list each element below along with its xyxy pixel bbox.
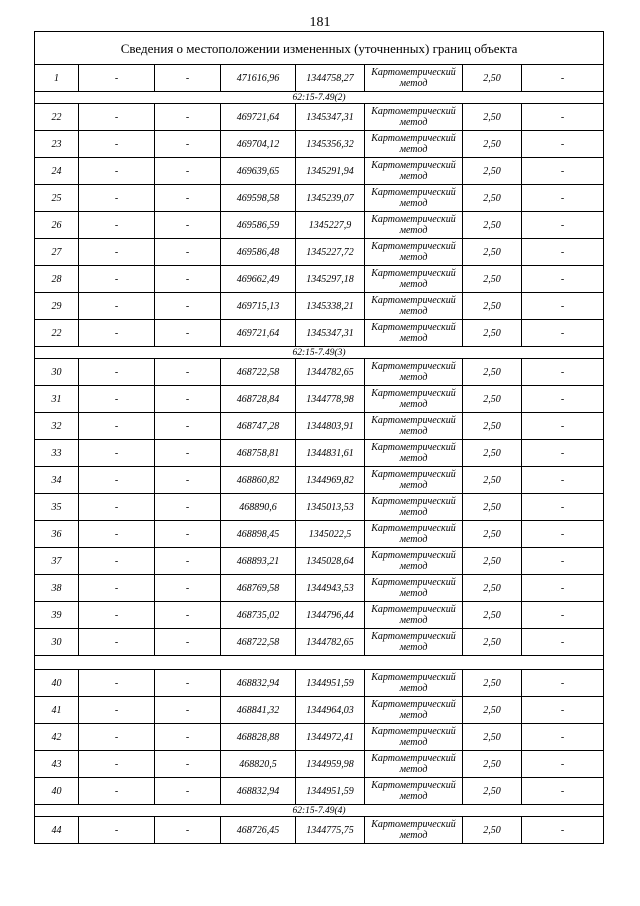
method-cell: Картометрический метод — [365, 185, 463, 212]
y-new-cell: 1345239,07 — [296, 185, 365, 212]
accuracy-cell: 2,50 — [463, 724, 522, 751]
accuracy-cell: 2,50 — [463, 440, 522, 467]
point-number-cell: 28 — [35, 266, 79, 293]
y-new-cell: 1345291,94 — [296, 158, 365, 185]
method-cell: Картометрический метод — [365, 751, 463, 778]
accuracy-cell: 2,50 — [463, 494, 522, 521]
x-old-cell: - — [79, 440, 155, 467]
method-cell: Картометрический метод — [365, 724, 463, 751]
y-old-cell: - — [155, 575, 221, 602]
x-old-cell: - — [79, 602, 155, 629]
y-new-cell: 1345013,53 — [296, 494, 365, 521]
point-number-cell: 38 — [35, 575, 79, 602]
point-number-cell: 41 — [35, 697, 79, 724]
section-label: 62:15-7.49(2) — [35, 92, 604, 104]
table-row — [35, 817, 604, 844]
description-cell: - — [522, 413, 604, 440]
y-new-cell: 1345022,5 — [296, 521, 365, 548]
description-cell: - — [522, 386, 604, 413]
accuracy-cell: 2,50 — [463, 817, 522, 844]
description-cell: - — [522, 697, 604, 724]
method-cell: Картометрический метод — [365, 494, 463, 521]
x-new-cell: 469662,49 — [221, 266, 296, 293]
description-cell: - — [522, 65, 604, 92]
y-old-cell: - — [155, 817, 221, 844]
accuracy-cell: 2,50 — [463, 629, 522, 656]
table-row — [35, 266, 604, 293]
y-new-cell: 1345297,18 — [296, 266, 365, 293]
y-new-cell: 1345227,72 — [296, 239, 365, 266]
description-cell: - — [522, 670, 604, 697]
point-number-cell: 22 — [35, 320, 79, 347]
table-row — [35, 724, 604, 751]
accuracy-cell: 2,50 — [463, 778, 522, 805]
method-cell: Картометрический метод — [365, 602, 463, 629]
accuracy-cell: 2,50 — [463, 185, 522, 212]
table-title-row — [35, 32, 604, 65]
method-cell: Картометрический метод — [365, 293, 463, 320]
x-old-cell: - — [79, 131, 155, 158]
method-cell: Картометрический метод — [365, 212, 463, 239]
y-new-cell: 1344758,27 — [296, 65, 365, 92]
description-cell: - — [522, 817, 604, 844]
description-cell: - — [522, 131, 604, 158]
y-old-cell: - — [155, 131, 221, 158]
x-old-cell: - — [79, 266, 155, 293]
accuracy-cell: 2,50 — [463, 158, 522, 185]
x-new-cell: 469586,48 — [221, 239, 296, 266]
method-cell: Картометрический метод — [365, 413, 463, 440]
table-row — [35, 629, 604, 656]
x-old-cell: - — [79, 185, 155, 212]
table-row — [35, 440, 604, 467]
y-old-cell: - — [155, 521, 221, 548]
accuracy-cell: 2,50 — [463, 104, 522, 131]
point-number-cell: 34 — [35, 467, 79, 494]
method-cell: Картометрический метод — [365, 670, 463, 697]
accuracy-cell: 2,50 — [463, 359, 522, 386]
description-cell: - — [522, 266, 604, 293]
x-new-cell: 468722,58 — [221, 629, 296, 656]
point-number-cell: 25 — [35, 185, 79, 212]
table-row — [35, 548, 604, 575]
y-old-cell: - — [155, 751, 221, 778]
method-cell: Картометрический метод — [365, 158, 463, 185]
table-row — [35, 131, 604, 158]
y-old-cell: - — [155, 320, 221, 347]
page-number: 181 — [309, 15, 331, 30]
x-old-cell: - — [79, 548, 155, 575]
x-new-cell: 468728,84 — [221, 386, 296, 413]
section-header-row — [35, 656, 604, 670]
y-old-cell: - — [155, 212, 221, 239]
x-new-cell: 469721,64 — [221, 320, 296, 347]
table-row — [35, 602, 604, 629]
accuracy-cell: 2,50 — [463, 413, 522, 440]
y-old-cell: - — [155, 158, 221, 185]
x-old-cell: - — [79, 629, 155, 656]
table-row — [35, 575, 604, 602]
table-row — [35, 293, 604, 320]
point-number-cell: 42 — [35, 724, 79, 751]
y-new-cell: 1344959,98 — [296, 751, 365, 778]
section-header-row — [35, 92, 604, 104]
method-cell: Картометрический метод — [365, 521, 463, 548]
description-cell: - — [522, 602, 604, 629]
y-new-cell: 1344782,65 — [296, 629, 365, 656]
x-new-cell: 468890,6 — [221, 494, 296, 521]
point-number-cell: 40 — [35, 670, 79, 697]
table-row — [35, 521, 604, 548]
section-header-row — [35, 347, 604, 359]
y-old-cell: - — [155, 440, 221, 467]
method-cell: Картометрический метод — [365, 467, 463, 494]
accuracy-cell: 2,50 — [463, 266, 522, 293]
y-old-cell: - — [155, 697, 221, 724]
y-new-cell: 1345347,31 — [296, 104, 365, 131]
x-old-cell: - — [79, 386, 155, 413]
y-old-cell: - — [155, 467, 221, 494]
x-old-cell: - — [79, 494, 155, 521]
point-number-cell: 40 — [35, 778, 79, 805]
method-cell: Картометрический метод — [365, 65, 463, 92]
y-old-cell: - — [155, 670, 221, 697]
x-old-cell: - — [79, 413, 155, 440]
y-new-cell: 1344831,61 — [296, 440, 365, 467]
table-row — [35, 158, 604, 185]
x-new-cell: 468726,45 — [221, 817, 296, 844]
description-cell: - — [522, 440, 604, 467]
accuracy-cell: 2,50 — [463, 670, 522, 697]
x-new-cell: 469704,12 — [221, 131, 296, 158]
y-new-cell: 1344969,82 — [296, 467, 365, 494]
method-cell: Картометрический метод — [365, 440, 463, 467]
y-new-cell: 1345227,9 — [296, 212, 365, 239]
y-new-cell: 1344964,03 — [296, 697, 365, 724]
x-old-cell: - — [79, 359, 155, 386]
accuracy-cell: 2,50 — [463, 467, 522, 494]
x-new-cell: 468893,21 — [221, 548, 296, 575]
method-cell: Картометрический метод — [365, 778, 463, 805]
table-row — [35, 494, 604, 521]
y-new-cell: 1344782,65 — [296, 359, 365, 386]
x-old-cell: - — [79, 778, 155, 805]
y-old-cell: - — [155, 386, 221, 413]
y-old-cell: - — [155, 239, 221, 266]
point-number-cell: 33 — [35, 440, 79, 467]
y-new-cell: 1345338,21 — [296, 293, 365, 320]
table-row — [35, 185, 604, 212]
x-old-cell: - — [79, 104, 155, 131]
description-cell: - — [522, 467, 604, 494]
x-old-cell: - — [79, 521, 155, 548]
description-cell: - — [522, 293, 604, 320]
method-cell: Картометрический метод — [365, 359, 463, 386]
point-number-cell: 29 — [35, 293, 79, 320]
description-cell: - — [522, 724, 604, 751]
x-new-cell: 468722,58 — [221, 359, 296, 386]
y-old-cell: - — [155, 104, 221, 131]
point-number-cell: 26 — [35, 212, 79, 239]
description-cell: - — [522, 212, 604, 239]
table-row — [35, 65, 604, 92]
section-label: 62:15-7.49(3) — [35, 347, 604, 359]
method-cell: Картометрический метод — [365, 320, 463, 347]
x-old-cell: - — [79, 65, 155, 92]
accuracy-cell: 2,50 — [463, 751, 522, 778]
accuracy-cell: 2,50 — [463, 548, 522, 575]
description-cell: - — [522, 751, 604, 778]
x-new-cell: 468832,94 — [221, 670, 296, 697]
x-new-cell: 468898,45 — [221, 521, 296, 548]
method-cell: Картометрический метод — [365, 239, 463, 266]
x-new-cell: 469586,59 — [221, 212, 296, 239]
x-new-cell: 469721,64 — [221, 104, 296, 131]
section-label — [35, 656, 604, 670]
y-old-cell: - — [155, 293, 221, 320]
table-row — [35, 413, 604, 440]
x-new-cell: 469639,65 — [221, 158, 296, 185]
x-old-cell: - — [79, 575, 155, 602]
table-row — [35, 467, 604, 494]
point-number-cell: 31 — [35, 386, 79, 413]
description-cell: - — [522, 239, 604, 266]
description-cell: - — [522, 494, 604, 521]
x-new-cell: 471616,96 — [221, 65, 296, 92]
y-new-cell: 1344778,98 — [296, 386, 365, 413]
point-number-cell: 44 — [35, 817, 79, 844]
x-new-cell: 468820,5 — [221, 751, 296, 778]
method-cell: Картометрический метод — [365, 266, 463, 293]
accuracy-cell: 2,50 — [463, 602, 522, 629]
table-row — [35, 320, 604, 347]
y-new-cell: 1344803,91 — [296, 413, 365, 440]
description-cell: - — [522, 629, 604, 656]
description-cell: - — [522, 548, 604, 575]
accuracy-cell: 2,50 — [463, 386, 522, 413]
x-old-cell: - — [79, 293, 155, 320]
table-row — [35, 778, 604, 805]
x-old-cell: - — [79, 670, 155, 697]
y-new-cell: 1344796,44 — [296, 602, 365, 629]
table-row — [35, 386, 604, 413]
accuracy-cell: 2,50 — [463, 575, 522, 602]
y-new-cell: 1345356,32 — [296, 131, 365, 158]
table-row — [35, 359, 604, 386]
point-number-cell: 23 — [35, 131, 79, 158]
x-new-cell: 468832,94 — [221, 778, 296, 805]
accuracy-cell: 2,50 — [463, 293, 522, 320]
section-label: 62:15-7.49(4) — [35, 805, 604, 817]
y-old-cell: - — [155, 65, 221, 92]
description-cell: - — [522, 521, 604, 548]
table-title: Сведения о местоположении измененных (уточненных) границ объекта — [35, 32, 604, 65]
table-row — [35, 239, 604, 266]
point-number-cell: 30 — [35, 359, 79, 386]
table-row — [35, 212, 604, 239]
table-row — [35, 670, 604, 697]
x-old-cell: - — [79, 817, 155, 844]
y-old-cell: - — [155, 778, 221, 805]
x-new-cell: 468758,81 — [221, 440, 296, 467]
y-old-cell: - — [155, 266, 221, 293]
description-cell: - — [522, 185, 604, 212]
x-new-cell: 468828,88 — [221, 724, 296, 751]
y-old-cell: - — [155, 359, 221, 386]
description-cell: - — [522, 158, 604, 185]
x-new-cell: 469715,13 — [221, 293, 296, 320]
point-number-cell: 39 — [35, 602, 79, 629]
point-number-cell: 24 — [35, 158, 79, 185]
y-old-cell: - — [155, 494, 221, 521]
y-new-cell: 1344951,59 — [296, 778, 365, 805]
point-number-cell: 27 — [35, 239, 79, 266]
section-header-row — [35, 805, 604, 817]
x-old-cell: - — [79, 724, 155, 751]
point-number-cell: 30 — [35, 629, 79, 656]
point-number-cell: 35 — [35, 494, 79, 521]
x-old-cell: - — [79, 697, 155, 724]
y-new-cell: 1344972,41 — [296, 724, 365, 751]
point-number-cell: 32 — [35, 413, 79, 440]
method-cell: Картометрический метод — [365, 131, 463, 158]
x-new-cell: 468747,28 — [221, 413, 296, 440]
accuracy-cell: 2,50 — [463, 521, 522, 548]
x-old-cell: - — [79, 158, 155, 185]
y-old-cell: - — [155, 413, 221, 440]
y-new-cell: 1344951,59 — [296, 670, 365, 697]
accuracy-cell: 2,50 — [463, 239, 522, 266]
table-row — [35, 104, 604, 131]
y-old-cell: - — [155, 548, 221, 575]
x-new-cell: 468735,02 — [221, 602, 296, 629]
method-cell: Картометрический метод — [365, 629, 463, 656]
y-new-cell: 1345347,31 — [296, 320, 365, 347]
description-cell: - — [522, 320, 604, 347]
x-old-cell: - — [79, 320, 155, 347]
description-cell: - — [522, 104, 604, 131]
x-old-cell: - — [79, 467, 155, 494]
y-old-cell: - — [155, 185, 221, 212]
y-old-cell: - — [155, 602, 221, 629]
point-number-cell: 1 — [35, 65, 79, 92]
x-old-cell: - — [79, 239, 155, 266]
accuracy-cell: 2,50 — [463, 65, 522, 92]
method-cell: Картометрический метод — [365, 548, 463, 575]
method-cell: Картометрический метод — [365, 817, 463, 844]
y-old-cell: - — [155, 724, 221, 751]
x-old-cell: - — [79, 212, 155, 239]
point-number-cell: 43 — [35, 751, 79, 778]
accuracy-cell: 2,50 — [463, 697, 522, 724]
description-cell: - — [522, 575, 604, 602]
accuracy-cell: 2,50 — [463, 320, 522, 347]
description-cell: - — [522, 778, 604, 805]
x-new-cell: 468769,58 — [221, 575, 296, 602]
description-cell: - — [522, 359, 604, 386]
method-cell: Картометрический метод — [365, 386, 463, 413]
table-row — [35, 697, 604, 724]
y-old-cell: - — [155, 629, 221, 656]
method-cell: Картометрический метод — [365, 697, 463, 724]
x-new-cell: 468860,82 — [221, 467, 296, 494]
method-cell: Картометрический метод — [365, 575, 463, 602]
point-number-cell: 37 — [35, 548, 79, 575]
point-number-cell: 36 — [35, 521, 79, 548]
point-number-cell: 22 — [35, 104, 79, 131]
x-new-cell: 468841,32 — [221, 697, 296, 724]
y-new-cell: 1344943,53 — [296, 575, 365, 602]
x-old-cell: - — [79, 751, 155, 778]
y-new-cell: 1345028,64 — [296, 548, 365, 575]
method-cell: Картометрический метод — [365, 104, 463, 131]
y-new-cell: 1344775,75 — [296, 817, 365, 844]
boundary-coordinates-table — [34, 31, 604, 844]
table-row — [35, 751, 604, 778]
accuracy-cell: 2,50 — [463, 212, 522, 239]
x-new-cell: 469598,58 — [221, 185, 296, 212]
accuracy-cell: 2,50 — [463, 131, 522, 158]
